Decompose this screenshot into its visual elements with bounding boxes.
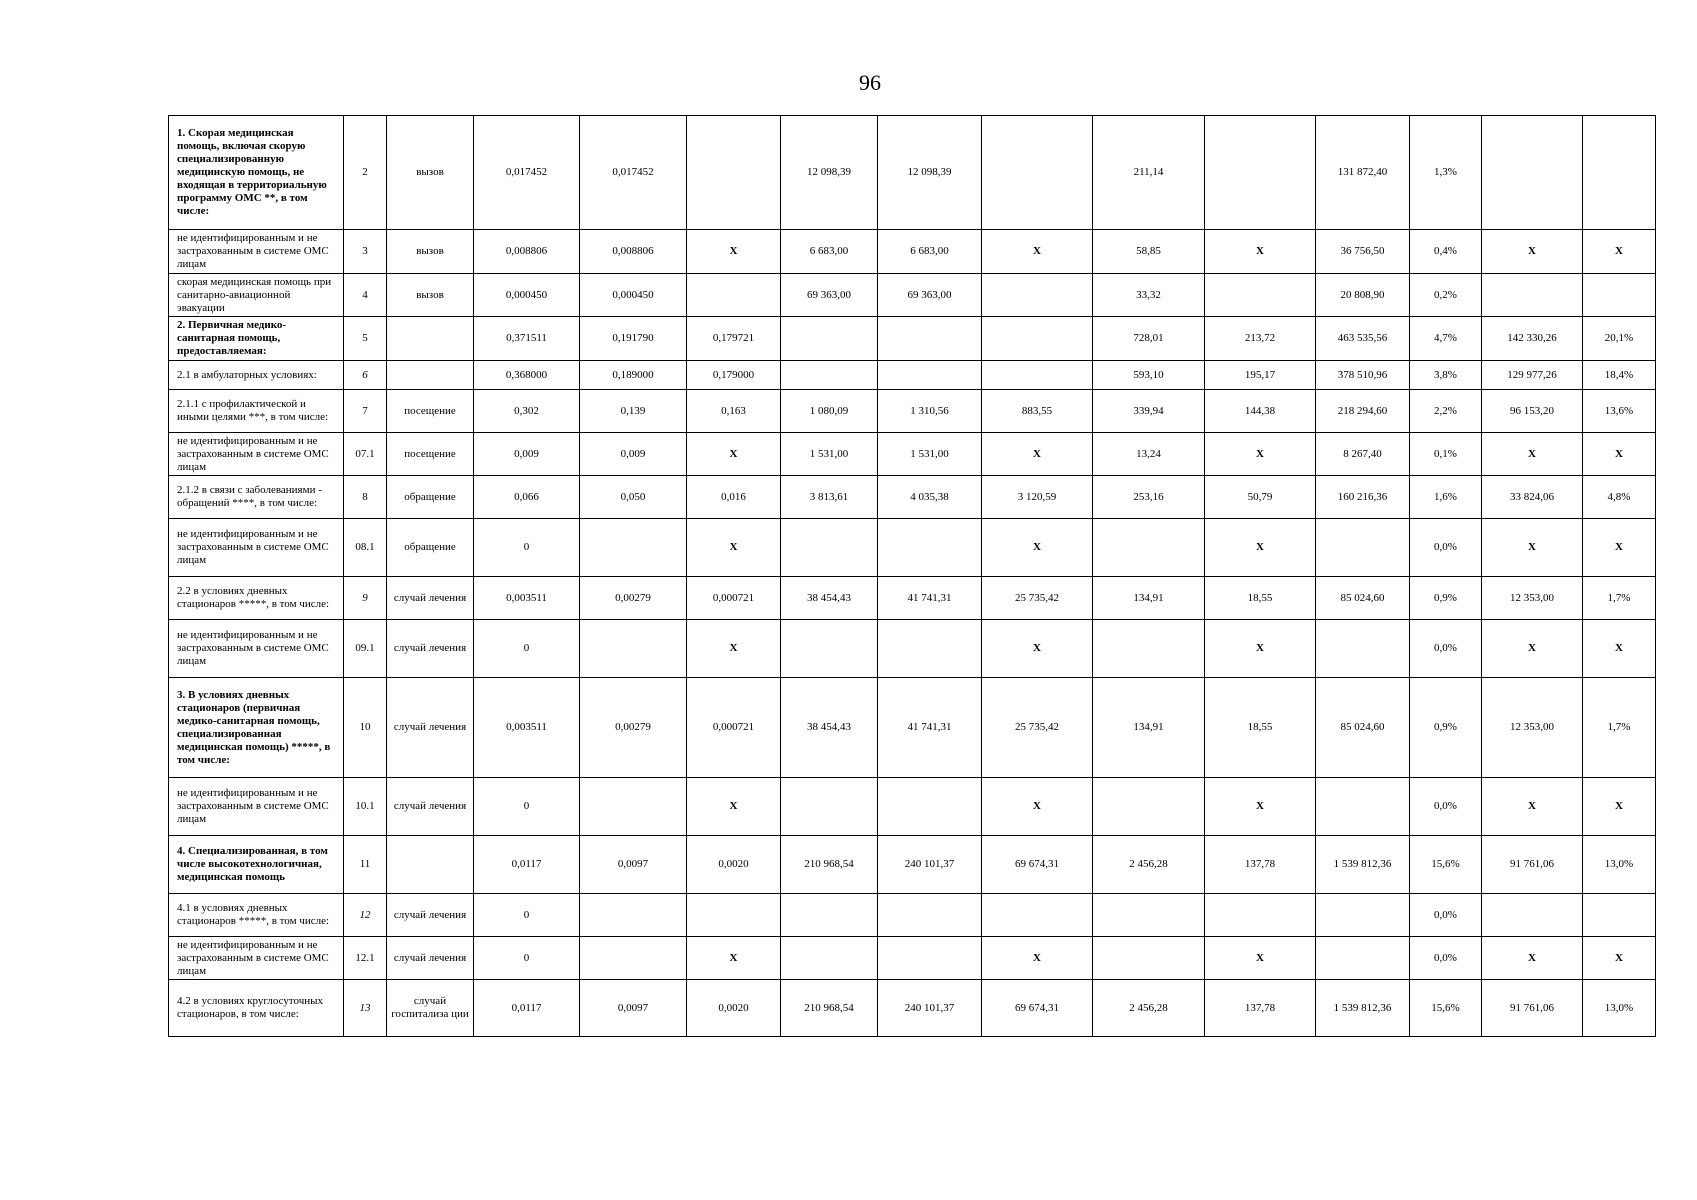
value-cell xyxy=(1316,519,1410,577)
row-number-cell: 11 xyxy=(344,836,387,894)
value-cell: 12 098,39 xyxy=(878,116,982,230)
value-cell: X xyxy=(1583,519,1656,577)
value-cell: 0,009 xyxy=(474,433,580,476)
value-cell: 0,0% xyxy=(1410,519,1482,577)
value-cell: 0,9% xyxy=(1410,577,1482,620)
value-cell: 0 xyxy=(474,778,580,836)
value-cell xyxy=(781,778,878,836)
value-cell: 218 294,60 xyxy=(1316,390,1410,433)
table-row xyxy=(169,317,1656,361)
value-cell: 1 531,00 xyxy=(781,433,878,476)
value-cell xyxy=(878,519,982,577)
value-cell: 0,368000 xyxy=(474,361,580,390)
unit-cell: обращение xyxy=(387,519,474,577)
value-cell xyxy=(1205,894,1316,937)
value-cell: 3 120,59 xyxy=(982,476,1093,519)
value-cell: 0,008806 xyxy=(580,230,687,274)
row-number-cell: 6 xyxy=(344,361,387,390)
value-cell: X xyxy=(687,230,781,274)
value-cell: X xyxy=(1482,433,1583,476)
value-cell: 13,0% xyxy=(1583,836,1656,894)
value-cell: X xyxy=(1482,519,1583,577)
value-cell: 0,0117 xyxy=(474,980,580,1037)
value-cell: X xyxy=(1583,937,1656,980)
unit-cell: обращение xyxy=(387,476,474,519)
value-cell: 0,163 xyxy=(687,390,781,433)
value-cell: 0,00279 xyxy=(580,678,687,778)
value-cell: 1,3% xyxy=(1410,116,1482,230)
value-cell: 69 363,00 xyxy=(878,274,982,317)
value-cell: 883,55 xyxy=(982,390,1093,433)
unit-cell: случай лечения xyxy=(387,620,474,678)
value-cell: 0 xyxy=(474,937,580,980)
value-cell: X xyxy=(1482,937,1583,980)
value-cell: X xyxy=(687,778,781,836)
unit-cell: случай лечения xyxy=(387,678,474,778)
value-cell: 240 101,37 xyxy=(878,836,982,894)
unit-cell: случай лечения xyxy=(387,894,474,937)
table-row xyxy=(169,937,1656,980)
value-cell xyxy=(982,361,1093,390)
value-cell: X xyxy=(1482,620,1583,678)
unit-cell: вызов xyxy=(387,230,474,274)
value-cell: 142 330,26 xyxy=(1482,317,1583,361)
value-cell: X xyxy=(687,433,781,476)
value-cell: 0,139 xyxy=(580,390,687,433)
value-cell: 2,2% xyxy=(1410,390,1482,433)
row-name-cell: 2.1 в амбулаторных условиях: xyxy=(169,361,344,390)
value-cell: 1 539 812,36 xyxy=(1316,980,1410,1037)
row-number-cell: 8 xyxy=(344,476,387,519)
value-cell xyxy=(1205,116,1316,230)
value-cell: 12 098,39 xyxy=(781,116,878,230)
row-name-cell: 1. Скорая медицинская помощь, включая скорую специализированную медицинскую помощь, не входящая в территориальную программу ОМС **, в том числе: xyxy=(169,116,344,230)
value-cell: 0,003511 xyxy=(474,678,580,778)
value-cell: 13,0% xyxy=(1583,980,1656,1037)
value-cell: 0,0% xyxy=(1410,894,1482,937)
value-cell: X xyxy=(1583,230,1656,274)
value-cell xyxy=(687,274,781,317)
value-cell: 1,6% xyxy=(1410,476,1482,519)
value-cell: 0,066 xyxy=(474,476,580,519)
value-cell: 0,191790 xyxy=(580,317,687,361)
value-cell: 134,91 xyxy=(1093,678,1205,778)
value-cell: X xyxy=(1205,433,1316,476)
value-cell: 3 813,61 xyxy=(781,476,878,519)
value-cell xyxy=(781,361,878,390)
value-cell: 0,371511 xyxy=(474,317,580,361)
value-cell: 8 267,40 xyxy=(1316,433,1410,476)
value-cell: 0,179000 xyxy=(687,361,781,390)
table-row xyxy=(169,836,1656,894)
value-cell: 0,0020 xyxy=(687,980,781,1037)
table-row xyxy=(169,230,1656,274)
value-cell xyxy=(1093,778,1205,836)
value-cell: 0,0097 xyxy=(580,980,687,1037)
value-cell: 69 363,00 xyxy=(781,274,878,317)
value-cell: 0,016 xyxy=(687,476,781,519)
value-cell: 728,01 xyxy=(1093,317,1205,361)
value-cell: 15,6% xyxy=(1410,836,1482,894)
value-cell: 0,189000 xyxy=(580,361,687,390)
table-row xyxy=(169,390,1656,433)
unit-cell: случай лечения xyxy=(387,577,474,620)
value-cell xyxy=(1482,274,1583,317)
value-cell: 0,0020 xyxy=(687,836,781,894)
row-name-cell: не идентифицированным и не застрахованным в системе ОМС лицам xyxy=(169,230,344,274)
value-cell xyxy=(878,894,982,937)
value-cell: 18,55 xyxy=(1205,577,1316,620)
value-cell: X xyxy=(1583,778,1656,836)
value-cell: 20,1% xyxy=(1583,317,1656,361)
value-cell: 4,7% xyxy=(1410,317,1482,361)
value-cell: 2 456,28 xyxy=(1093,836,1205,894)
value-cell: 25 735,42 xyxy=(982,577,1093,620)
row-number-cell: 13 xyxy=(344,980,387,1037)
value-cell: 41 741,31 xyxy=(878,678,982,778)
value-cell: 0 xyxy=(474,519,580,577)
value-cell: 0,009 xyxy=(580,433,687,476)
value-cell: 0,000450 xyxy=(580,274,687,317)
row-number-cell: 08.1 xyxy=(344,519,387,577)
value-cell xyxy=(781,894,878,937)
value-cell: 240 101,37 xyxy=(878,980,982,1037)
value-cell xyxy=(687,894,781,937)
value-cell xyxy=(878,317,982,361)
value-cell: 0,000721 xyxy=(687,678,781,778)
value-cell xyxy=(580,620,687,678)
value-cell xyxy=(982,274,1093,317)
value-cell xyxy=(982,116,1093,230)
value-cell: 20 808,90 xyxy=(1316,274,1410,317)
unit-cell: вызов xyxy=(387,274,474,317)
value-cell: X xyxy=(1205,937,1316,980)
value-cell: 85 024,60 xyxy=(1316,577,1410,620)
value-cell: 213,72 xyxy=(1205,317,1316,361)
value-cell: 13,6% xyxy=(1583,390,1656,433)
value-cell: 0,302 xyxy=(474,390,580,433)
value-cell: 69 674,31 xyxy=(982,836,1093,894)
value-cell xyxy=(1316,620,1410,678)
row-name-cell: 3. В условиях дневных стационаров (первичная медико-санитарная помощь, специализированная медицинская помощь) *****, в том числе: xyxy=(169,678,344,778)
value-cell: 0,9% xyxy=(1410,678,1482,778)
value-cell: 131 872,40 xyxy=(1316,116,1410,230)
value-cell: 0,179721 xyxy=(687,317,781,361)
data-table xyxy=(168,115,1656,1037)
value-cell: X xyxy=(1583,620,1656,678)
unit-cell xyxy=(387,361,474,390)
value-cell xyxy=(687,116,781,230)
page-number: 96 xyxy=(859,70,881,95)
value-cell: 144,38 xyxy=(1205,390,1316,433)
value-cell: 0,017452 xyxy=(580,116,687,230)
value-cell: 0,0097 xyxy=(580,836,687,894)
value-cell xyxy=(580,519,687,577)
value-cell: 0 xyxy=(474,620,580,678)
table-row xyxy=(169,274,1656,317)
value-cell: X xyxy=(687,519,781,577)
value-cell: 25 735,42 xyxy=(982,678,1093,778)
value-cell: 0 xyxy=(474,894,580,937)
row-name-cell: не идентифицированным и не застрахованным в системе ОМС лицам xyxy=(169,519,344,577)
unit-cell: случай госпитализа ции xyxy=(387,980,474,1037)
value-cell: 85 024,60 xyxy=(1316,678,1410,778)
value-cell xyxy=(781,519,878,577)
table-row xyxy=(169,894,1656,937)
value-cell: X xyxy=(687,937,781,980)
value-cell: X xyxy=(1482,778,1583,836)
value-cell xyxy=(781,620,878,678)
value-cell: 0,0% xyxy=(1410,620,1482,678)
value-cell xyxy=(1205,274,1316,317)
value-cell xyxy=(1093,937,1205,980)
value-cell: 12 353,00 xyxy=(1482,678,1583,778)
value-cell: X xyxy=(982,230,1093,274)
value-cell xyxy=(1316,894,1410,937)
value-cell: 210 968,54 xyxy=(781,980,878,1037)
table-row xyxy=(169,778,1656,836)
value-cell: 137,78 xyxy=(1205,836,1316,894)
value-cell: 50,79 xyxy=(1205,476,1316,519)
value-cell xyxy=(878,620,982,678)
unit-cell: вызов xyxy=(387,116,474,230)
row-name-cell: не идентифицированным и не застрахованным в системе ОМС лицам xyxy=(169,937,344,980)
value-cell: 38 454,43 xyxy=(781,577,878,620)
row-number-cell: 3 xyxy=(344,230,387,274)
value-cell xyxy=(1482,894,1583,937)
value-cell: 38 454,43 xyxy=(781,678,878,778)
value-cell: 0,017452 xyxy=(474,116,580,230)
value-cell xyxy=(1583,116,1656,230)
row-name-cell: скорая медицинская помощь при санитарно-авиационной эвакуации xyxy=(169,274,344,317)
value-cell: 58,85 xyxy=(1093,230,1205,274)
value-cell: X xyxy=(1205,230,1316,274)
value-cell: X xyxy=(1205,778,1316,836)
value-cell: 3,8% xyxy=(1410,361,1482,390)
value-cell: 0,4% xyxy=(1410,230,1482,274)
value-cell: 0,00279 xyxy=(580,577,687,620)
unit-cell: случай лечения xyxy=(387,937,474,980)
value-cell: 1 539 812,36 xyxy=(1316,836,1410,894)
value-cell: 463 535,56 xyxy=(1316,317,1410,361)
value-cell: 2 456,28 xyxy=(1093,980,1205,1037)
row-number-cell: 10 xyxy=(344,678,387,778)
row-number-cell: 2 xyxy=(344,116,387,230)
value-cell: X xyxy=(1205,620,1316,678)
value-cell xyxy=(1482,116,1583,230)
unit-cell: посещение xyxy=(387,390,474,433)
row-number-cell: 7 xyxy=(344,390,387,433)
value-cell: 69 674,31 xyxy=(982,980,1093,1037)
row-name-cell: 4.1 в условиях дневных стационаров *****, в том числе: xyxy=(169,894,344,937)
value-cell: 91 761,06 xyxy=(1482,836,1583,894)
row-number-cell: 07.1 xyxy=(344,433,387,476)
row-name-cell: не идентифицированным и не застрахованным в системе ОМС лицам xyxy=(169,778,344,836)
value-cell xyxy=(1316,937,1410,980)
row-number-cell: 12.1 xyxy=(344,937,387,980)
value-cell xyxy=(1093,894,1205,937)
row-name-cell: не идентифицированным и не застрахованным в системе ОМС лицам xyxy=(169,620,344,678)
value-cell: 0,2% xyxy=(1410,274,1482,317)
row-number-cell: 5 xyxy=(344,317,387,361)
row-name-cell: 2.2 в условиях дневных стационаров *****, в том числе: xyxy=(169,577,344,620)
table-row xyxy=(169,519,1656,577)
value-cell: 96 153,20 xyxy=(1482,390,1583,433)
value-cell: 0,0117 xyxy=(474,836,580,894)
value-cell: X xyxy=(1583,433,1656,476)
value-cell xyxy=(1316,778,1410,836)
value-cell: 0,008806 xyxy=(474,230,580,274)
value-cell xyxy=(781,937,878,980)
value-cell xyxy=(1093,620,1205,678)
value-cell: 6 683,00 xyxy=(878,230,982,274)
value-cell: 36 756,50 xyxy=(1316,230,1410,274)
row-name-cell: 4.2 в условиях круглосуточных стационаров, в том числе: xyxy=(169,980,344,1037)
value-cell xyxy=(781,317,878,361)
value-cell: 18,55 xyxy=(1205,678,1316,778)
value-cell: 0,003511 xyxy=(474,577,580,620)
value-cell: X xyxy=(982,620,1093,678)
table-row xyxy=(169,361,1656,390)
value-cell: X xyxy=(687,620,781,678)
row-name-cell: не идентифицированным и не застрахованным в системе ОМС лицам xyxy=(169,433,344,476)
table-row xyxy=(169,433,1656,476)
value-cell: 15,6% xyxy=(1410,980,1482,1037)
unit-cell xyxy=(387,836,474,894)
value-cell: X xyxy=(982,778,1093,836)
value-cell xyxy=(580,894,687,937)
table-row xyxy=(169,678,1656,778)
value-cell xyxy=(580,778,687,836)
row-number-cell: 10.1 xyxy=(344,778,387,836)
unit-cell: посещение xyxy=(387,433,474,476)
value-cell xyxy=(1583,894,1656,937)
value-cell: 0,050 xyxy=(580,476,687,519)
value-cell: 0,000450 xyxy=(474,274,580,317)
value-cell: 1,7% xyxy=(1583,678,1656,778)
value-cell: X xyxy=(982,519,1093,577)
value-cell xyxy=(580,937,687,980)
value-cell: X xyxy=(982,937,1093,980)
value-cell: 0,1% xyxy=(1410,433,1482,476)
unit-cell: случай лечения xyxy=(387,778,474,836)
table-row xyxy=(169,577,1656,620)
value-cell: X xyxy=(1482,230,1583,274)
value-cell: 18,4% xyxy=(1583,361,1656,390)
value-cell: 253,16 xyxy=(1093,476,1205,519)
value-cell xyxy=(982,317,1093,361)
value-cell: 593,10 xyxy=(1093,361,1205,390)
table-row xyxy=(169,980,1656,1037)
table-row xyxy=(169,476,1656,519)
value-cell: 13,24 xyxy=(1093,433,1205,476)
value-cell: 33 824,06 xyxy=(1482,476,1583,519)
value-cell: 91 761,06 xyxy=(1482,980,1583,1037)
row-name-cell: 2. Первичная медико-санитарная помощь, предоставляемая: xyxy=(169,317,344,361)
value-cell: 33,32 xyxy=(1093,274,1205,317)
value-cell: 160 216,36 xyxy=(1316,476,1410,519)
value-cell: 4,8% xyxy=(1583,476,1656,519)
row-name-cell: 2.1.2 в связи с заболеваниями - обращений ****, в том числе: xyxy=(169,476,344,519)
value-cell xyxy=(878,937,982,980)
value-cell: 339,94 xyxy=(1093,390,1205,433)
row-number-cell: 9 xyxy=(344,577,387,620)
value-cell: 129 977,26 xyxy=(1482,361,1583,390)
value-cell: 6 683,00 xyxy=(781,230,878,274)
value-cell: 41 741,31 xyxy=(878,577,982,620)
value-cell: 4 035,38 xyxy=(878,476,982,519)
value-cell xyxy=(878,778,982,836)
value-cell: 0,0% xyxy=(1410,778,1482,836)
table-row xyxy=(169,116,1656,230)
row-number-cell: 12 xyxy=(344,894,387,937)
unit-cell xyxy=(387,317,474,361)
value-cell: 134,91 xyxy=(1093,577,1205,620)
table-row xyxy=(169,620,1656,678)
value-cell: 1 310,56 xyxy=(878,390,982,433)
value-cell xyxy=(1093,519,1205,577)
value-cell xyxy=(878,361,982,390)
value-cell: X xyxy=(1205,519,1316,577)
value-cell: 137,78 xyxy=(1205,980,1316,1037)
value-cell: 0,0% xyxy=(1410,937,1482,980)
value-cell: 12 353,00 xyxy=(1482,577,1583,620)
row-name-cell: 4. Специализированная, в том числе высокотехнологичная, медицинская помощь xyxy=(169,836,344,894)
value-cell xyxy=(1583,274,1656,317)
value-cell: 211,14 xyxy=(1093,116,1205,230)
row-number-cell: 4 xyxy=(344,274,387,317)
value-cell: 1,7% xyxy=(1583,577,1656,620)
value-cell: 210 968,54 xyxy=(781,836,878,894)
value-cell: 378 510,96 xyxy=(1316,361,1410,390)
value-cell: 1 080,09 xyxy=(781,390,878,433)
value-cell: 1 531,00 xyxy=(878,433,982,476)
value-cell xyxy=(982,894,1093,937)
value-cell: 0,000721 xyxy=(687,577,781,620)
value-cell: 195,17 xyxy=(1205,361,1316,390)
row-number-cell: 09.1 xyxy=(344,620,387,678)
row-name-cell: 2.1.1 с профилактической и иными целями ***, в том числе: xyxy=(169,390,344,433)
value-cell: X xyxy=(982,433,1093,476)
